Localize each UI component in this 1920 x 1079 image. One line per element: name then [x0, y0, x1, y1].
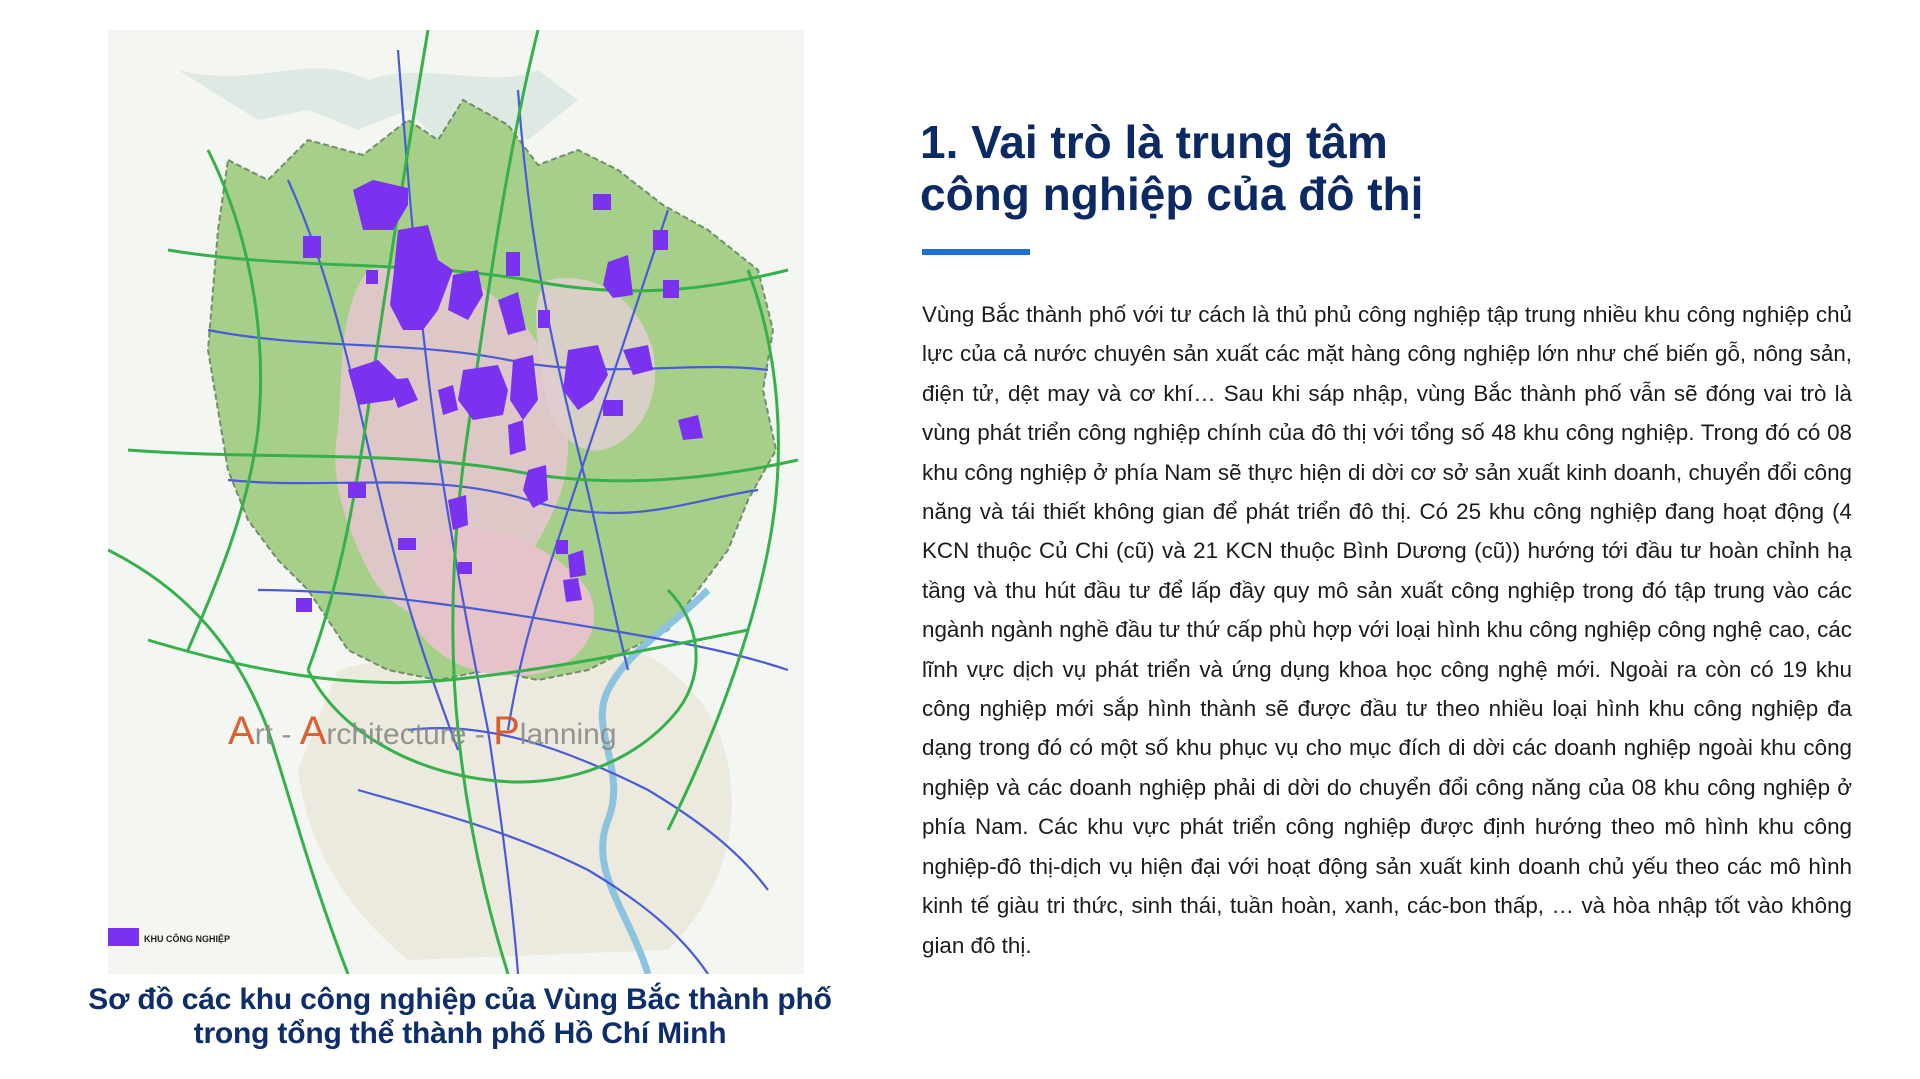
- industrial-zone: [296, 598, 312, 612]
- industrial-zone: [348, 482, 366, 498]
- industrial-zone: [568, 550, 586, 578]
- industrial-zone: [663, 280, 679, 298]
- map-caption: [40, 983, 880, 1051]
- industrial-zone: [366, 270, 378, 284]
- map-graphic: [108, 30, 804, 974]
- industrial-zone: [538, 310, 550, 328]
- legend-swatch: [108, 928, 139, 946]
- industrial-zone: [458, 562, 472, 574]
- industrial-zone: [603, 400, 623, 416]
- heading-line-2: công nghiệp của đô thị: [920, 168, 1424, 220]
- industrial-zone: [398, 538, 416, 550]
- industrial-zone-map: [108, 30, 804, 974]
- legend-label: KHU CÔNG NGHIỆP: [144, 934, 231, 944]
- heading-divider: [922, 249, 1030, 255]
- caption-line-2: trong tổng thể thành phố Hồ Chí Minh: [193, 1017, 727, 1050]
- industrial-zone: [303, 236, 321, 258]
- industrial-zone: [593, 194, 611, 210]
- industrial-zone: [506, 252, 520, 276]
- caption-line-1: Sơ đồ các khu công nghiệp của Vùng Bắc thành phố: [88, 983, 832, 1016]
- industrial-zone: [653, 230, 668, 250]
- map-watermark: Art - Architecture - Planning: [228, 709, 617, 753]
- heading-line-1: 1. Vai trò là trung tâm: [920, 116, 1388, 168]
- section-heading: [920, 116, 1620, 220]
- body-paragraph: Vùng Bắc thành phố với tư cách là thủ phủ công nghiệp tập trung nhiều khu công nghiệp chủ lực của cả nước chuyên sản xuất các mặt hàng công nghiệp lớn như chế biến gỗ, nông sản, điện tử, dệt may và cơ khí… Sau khi sáp nhập, vùng Bắc thành phố vẫn sẽ đóng vai trò là vùng phát triển công nghiệp chính của đô thị với tổng số 48 khu công nghiệp. Trong đó có 08 khu công nghiệp ở phía Nam sẽ thực hiện di dời cơ sở sản xuất kinh doanh, chuyển đổi công năng và tái thiết không gian để phát triển đô thị. Có 25 khu công nghiệp đang hoạt động (4 KCN thuộc Củ Chi (cũ) và 21 KCN thuộc Bình Dương (cũ)) hướng tới đầu tư hoàn chỉnh hạ tầng và thu hút đầu tư để lấp đầy quy mô sản xuất công nghiệp trong đó tập trung vào các ngành ngành nghề đầu tư thứ cấp phù hợp với loại hình khu công nghiệp công nghệ cao, các lĩnh vực dịch vụ phát triển và ứng dụng khoa học công nghệ mới. Ngoài ra còn có 19 khu công nghiệp mới sắp hình thành sẽ được đầu tư theo nhiều loại hình khu công nghiệp đa dạng trong đó có một số khu phục vụ cho mục đích di dời các doanh nghiệp ngoài khu công nghiệp và các doanh nghiệp phải di dời do chuyển đổi công năng của 08 khu công nghiệp ở phía Nam. Các khu vực phát triển công nghiệp được định hướng theo mô hình khu công nghiệp-đô thị-dịch vụ hiện đại với hoạt động sản xuất kinh doanh chủ yếu theo các mô hình kinh tế giàu tri thức, sinh thái, tuần hoàn, xanh, các-bon thấp, … và hòa nhập tốt vào không gian đô thị.: [922, 302, 1852, 958]
- industrial-zone: [508, 420, 526, 455]
- industrial-zone: [556, 540, 568, 554]
